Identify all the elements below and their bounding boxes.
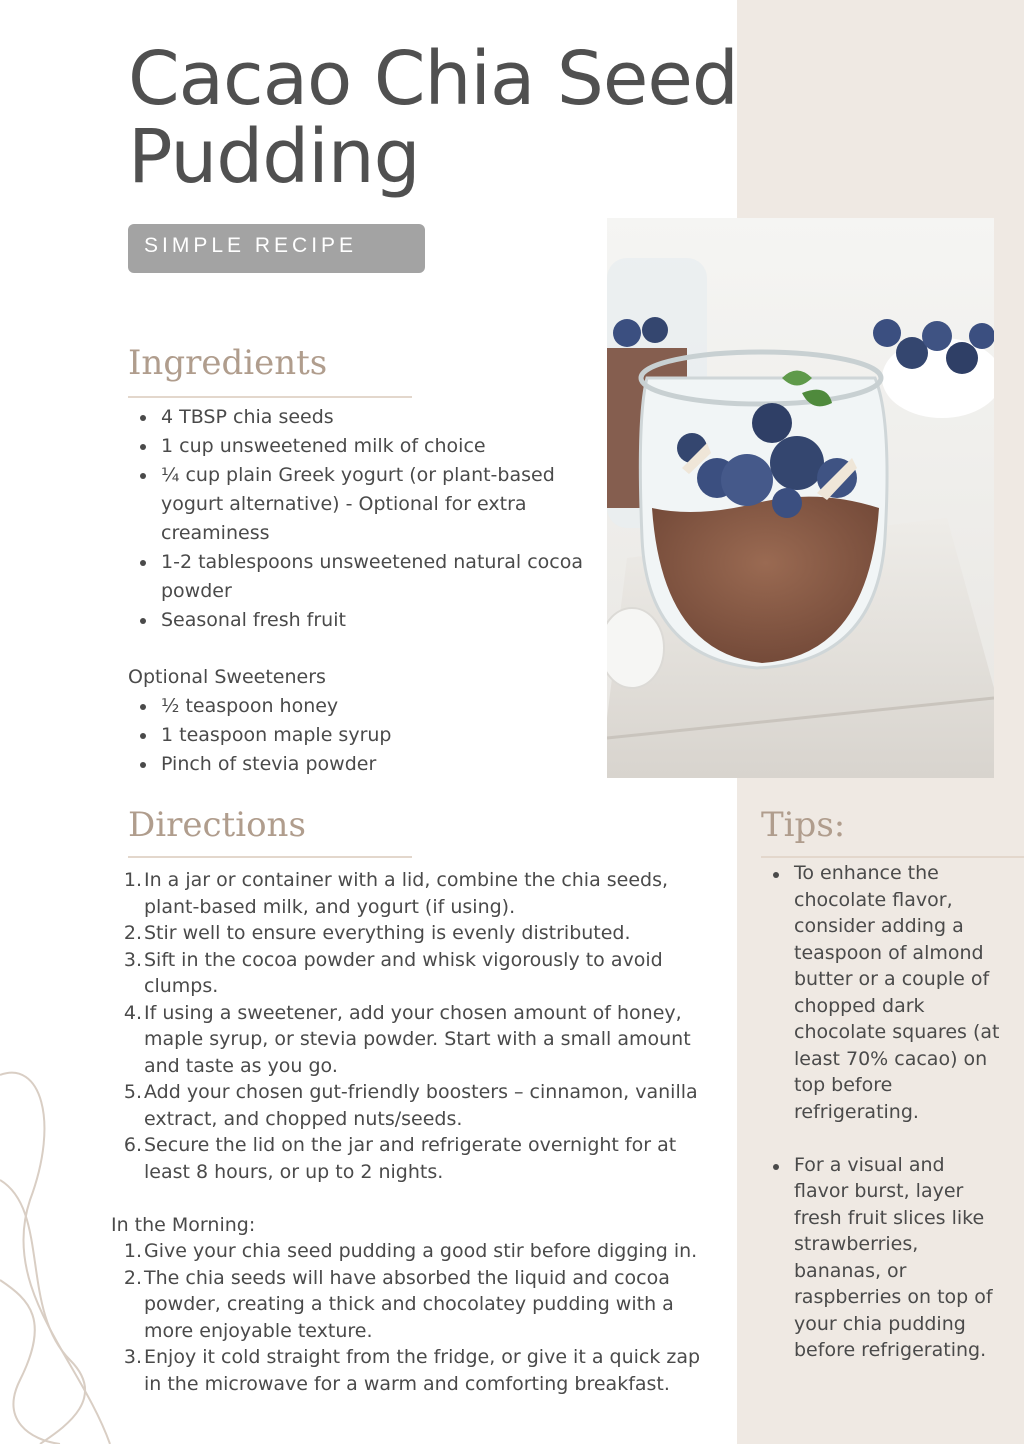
step-number: 6.: [123, 1134, 142, 1156]
direction-step: [111, 947, 721, 1000]
step-text: The chia seeds will have absorbed the liquid and cocoa powder, creating a thick and chocolatey pudding with a more enjoyable texture.: [144, 1266, 674, 1342]
tip-item: For a visual and flavor burst, layer fresh fruit slices like strawberries, bananas, or raspberries on top of your chia pudding before refrigerating.: [761, 1152, 1001, 1364]
ingredient-item: ¼ cup plain Greek yogurt (or plant-based yogurt alternative) - Optional for extra creaminess: [128, 461, 598, 548]
morning-step: [111, 1238, 721, 1265]
step-text: In a jar or container with a lid, combine the chia seeds, plant-based milk, and yogurt (if using).: [144, 869, 669, 918]
morning-step: [111, 1344, 721, 1397]
sweetener-item: Pinch of stevia powder: [128, 750, 598, 779]
tips-heading: Tips:: [761, 805, 846, 845]
step-text: Give your chia seed pudding a good stir before digging in.: [144, 1240, 698, 1262]
tips-rule: [761, 856, 1024, 858]
morning-steps-list: [111, 1238, 721, 1397]
pudding-photo: [607, 218, 994, 778]
step-number: 4.: [123, 1001, 142, 1024]
step-text: Sift in the cocoa powder and whisk vigorously to avoid clumps.: [144, 948, 663, 997]
direction-step: [111, 1000, 721, 1080]
ingredients-heading: Ingredients: [128, 343, 328, 383]
step-text: Stir well to ensure everything is evenly distributed.: [144, 922, 631, 944]
sweeteners-list: [128, 692, 598, 779]
morning-step: [111, 1265, 721, 1345]
directions-rule: [128, 856, 412, 858]
step-number: 3.: [123, 948, 142, 971]
step-text: Secure the lid on the jar and refrigerate overnight for at least 8 hours, or up to 2 nights.: [144, 1134, 677, 1183]
step-number: 3.: [123, 1346, 142, 1368]
step-number: 5.: [123, 1081, 142, 1103]
ingredients-list: [128, 403, 598, 635]
ingredient-item: Seasonal fresh fruit: [128, 606, 598, 635]
ingredient-item: 1-2 tablespoons unsweetened natural cocoa powder: [128, 548, 598, 606]
step-text: Add your chosen gut-friendly boosters – cinnamon, vanilla extract, and chopped nuts/seeds.: [144, 1081, 698, 1130]
direction-step: [111, 867, 721, 920]
optional-sweeteners-heading: Optional Sweeteners: [128, 666, 326, 688]
direction-step: [111, 1132, 721, 1185]
step-text: If using a sweetener, add your chosen amount of honey, maple syrup, or stevia powder. Start with a small amount and taste as you go.: [144, 1001, 691, 1077]
direction-step: [111, 920, 721, 947]
ingredients-rule: [128, 396, 412, 398]
tips-list: [761, 860, 1001, 1364]
step-number: 1.: [123, 1240, 142, 1262]
step-number: 1.: [123, 869, 142, 891]
ingredient-item: 1 cup unsweetened milk of choice: [128, 432, 598, 461]
in-the-morning-heading: In the Morning:: [111, 1214, 256, 1236]
recipe-title: Cacao Chia Seed Pudding: [128, 36, 738, 200]
direction-step: [111, 1079, 721, 1132]
sweetener-item: ½ teaspoon honey: [128, 692, 598, 721]
sweetener-item: 1 teaspoon maple syrup: [128, 721, 598, 750]
step-text: Enjoy it cold straight from the fridge, or give it a quick zap in the microwave for a warm and comforting breakfast.: [144, 1346, 701, 1395]
step-number: 2.: [123, 1266, 142, 1289]
ingredient-item: 4 TBSP chia seeds: [128, 403, 598, 432]
directions-list: [111, 867, 721, 1185]
step-number: 2.: [123, 922, 142, 944]
directions-heading: Directions: [128, 805, 306, 845]
simple-recipe-badge: SIMPLE RECIPE: [128, 224, 425, 273]
tip-item: To enhance the chocolate flavor, consider adding a teaspoon of almond butter or a couple of chopped dark chocolate squares (at least 70% cacao) on top before refrigerating.: [761, 860, 1001, 1125]
